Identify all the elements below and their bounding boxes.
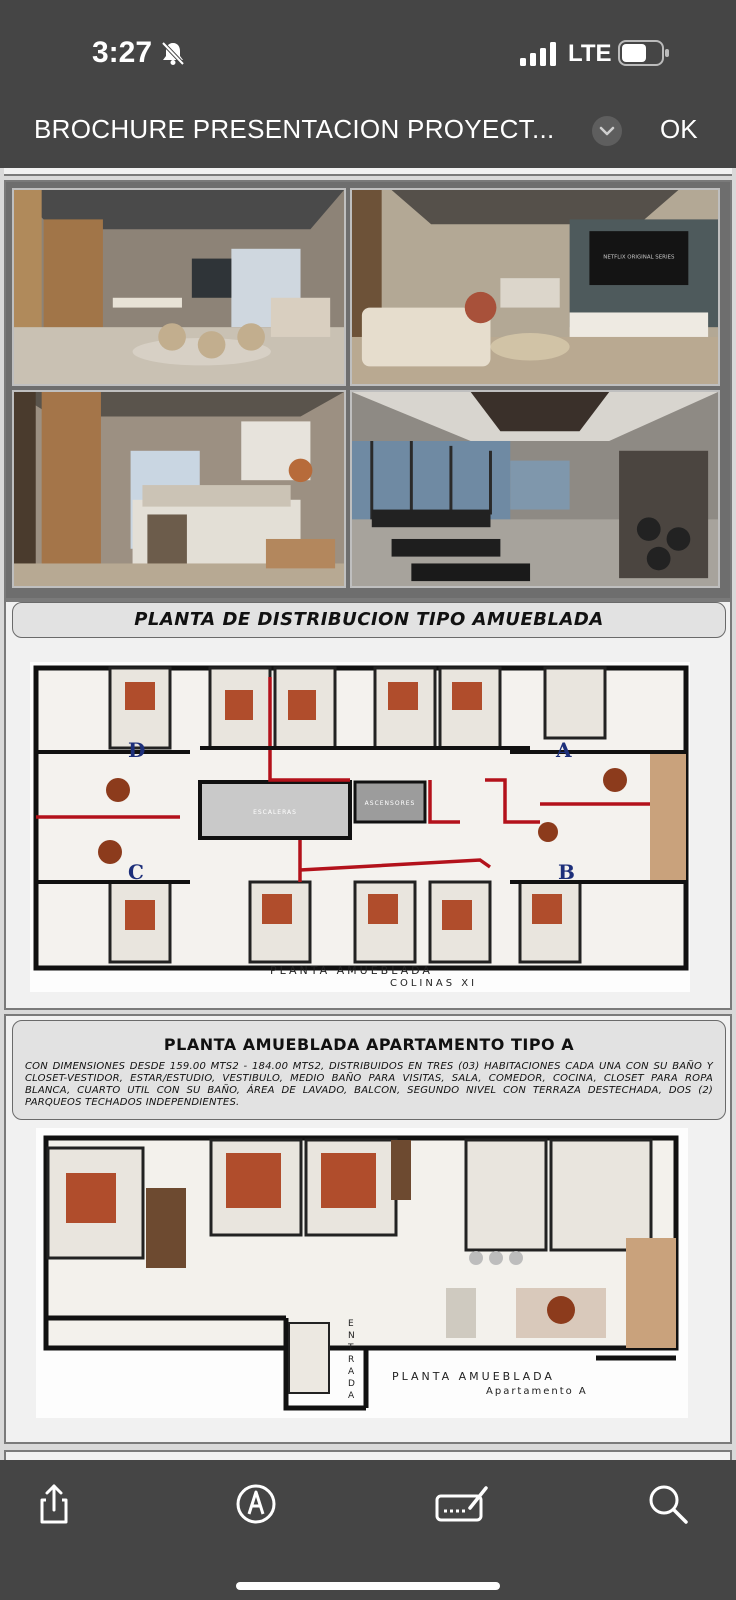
general-floor-plan (30, 662, 690, 992)
previous-page-edge (4, 168, 732, 176)
render-living-dining (12, 188, 346, 386)
share-icon[interactable] (30, 1480, 78, 1528)
unit-label-c: C (128, 860, 144, 884)
apartment-a-description: CON DIMENSIONES DESDE 159.00 MTS2 - 184.00 MTS2, DISTRIBUIDOS EN TRES (03) HABITACIONES CADA UNA CON SU BAÑO Y CLOSET-VESTIDOR, ESTAR/ESTUDIO, VESTIBULO, MEDIO BAÑO PARA VISITAS, SALA, COMEDOR, COCINA, CLOSET PARA ROPA BLANCA, CUARTO UTIL CON SU BAÑO, ÁREA DE LAVADO, BALCON, SEGUNDO NIVEL CON TERRAZA DESTECHADA, DOS (2) PARQUEOS TECHADOS INDEPENDIENTES. (25, 1061, 713, 1108)
apartment-plan-sublabel: Apartamento A (486, 1386, 588, 1397)
apartment-a-page (4, 1014, 732, 1444)
render-gym (350, 390, 720, 588)
document-viewer[interactable] (0, 168, 736, 1460)
floor-plan-page (4, 600, 732, 1010)
project-name-label: COLINAS XI (390, 978, 478, 989)
battery-icon (618, 40, 670, 66)
tv-brand-text: NETFLIX ORIGINAL SERIES (603, 254, 675, 261)
bottom-toolbar (0, 1460, 736, 1600)
markup-icon[interactable] (232, 1480, 280, 1528)
render-living-tv (350, 188, 720, 386)
chevron-down-icon[interactable] (592, 116, 622, 146)
render-bedroom (12, 390, 346, 588)
ok-button[interactable]: OK (660, 114, 698, 144)
unit-label-a: A (556, 738, 572, 762)
apartment-a-title: PLANTA AMUEBLADA APARTAMENTO TIPO A (163, 1035, 575, 1054)
status-bar (0, 0, 736, 100)
cellular-signal-icon (520, 42, 556, 66)
silent-bell-icon (160, 40, 186, 66)
unit-label-d: D (128, 738, 146, 762)
apartment-plan-label: PLANTA AMUEBLADA (392, 1370, 555, 1383)
unit-label-b: B (558, 860, 575, 884)
signature-icon[interactable] (434, 1480, 490, 1528)
navigation-bar (0, 100, 736, 168)
entrance-label: ENTRADA (348, 1319, 356, 1401)
renders-page (4, 180, 732, 600)
elevators-label: ASCENSORES (364, 800, 416, 807)
floor-plan-title: PLANTA DE DISTRIBUCION TIPO AMUEBLADA (134, 609, 604, 630)
stairs-label: ESCALERAS (253, 809, 297, 816)
floor-plan-title-banner (12, 602, 726, 638)
status-time: 3:27 (92, 36, 153, 69)
search-icon[interactable] (644, 1480, 692, 1528)
network-type: LTE (568, 40, 612, 67)
apartment-a-floor-plan (36, 1128, 688, 1418)
home-indicator[interactable] (236, 1582, 500, 1590)
general-plan-label: PLANTA AMUEBLADA (270, 964, 433, 977)
document-title[interactable]: BROCHURE PRESENTACION PROYECT... (34, 114, 555, 144)
apartment-a-banner (12, 1020, 726, 1120)
